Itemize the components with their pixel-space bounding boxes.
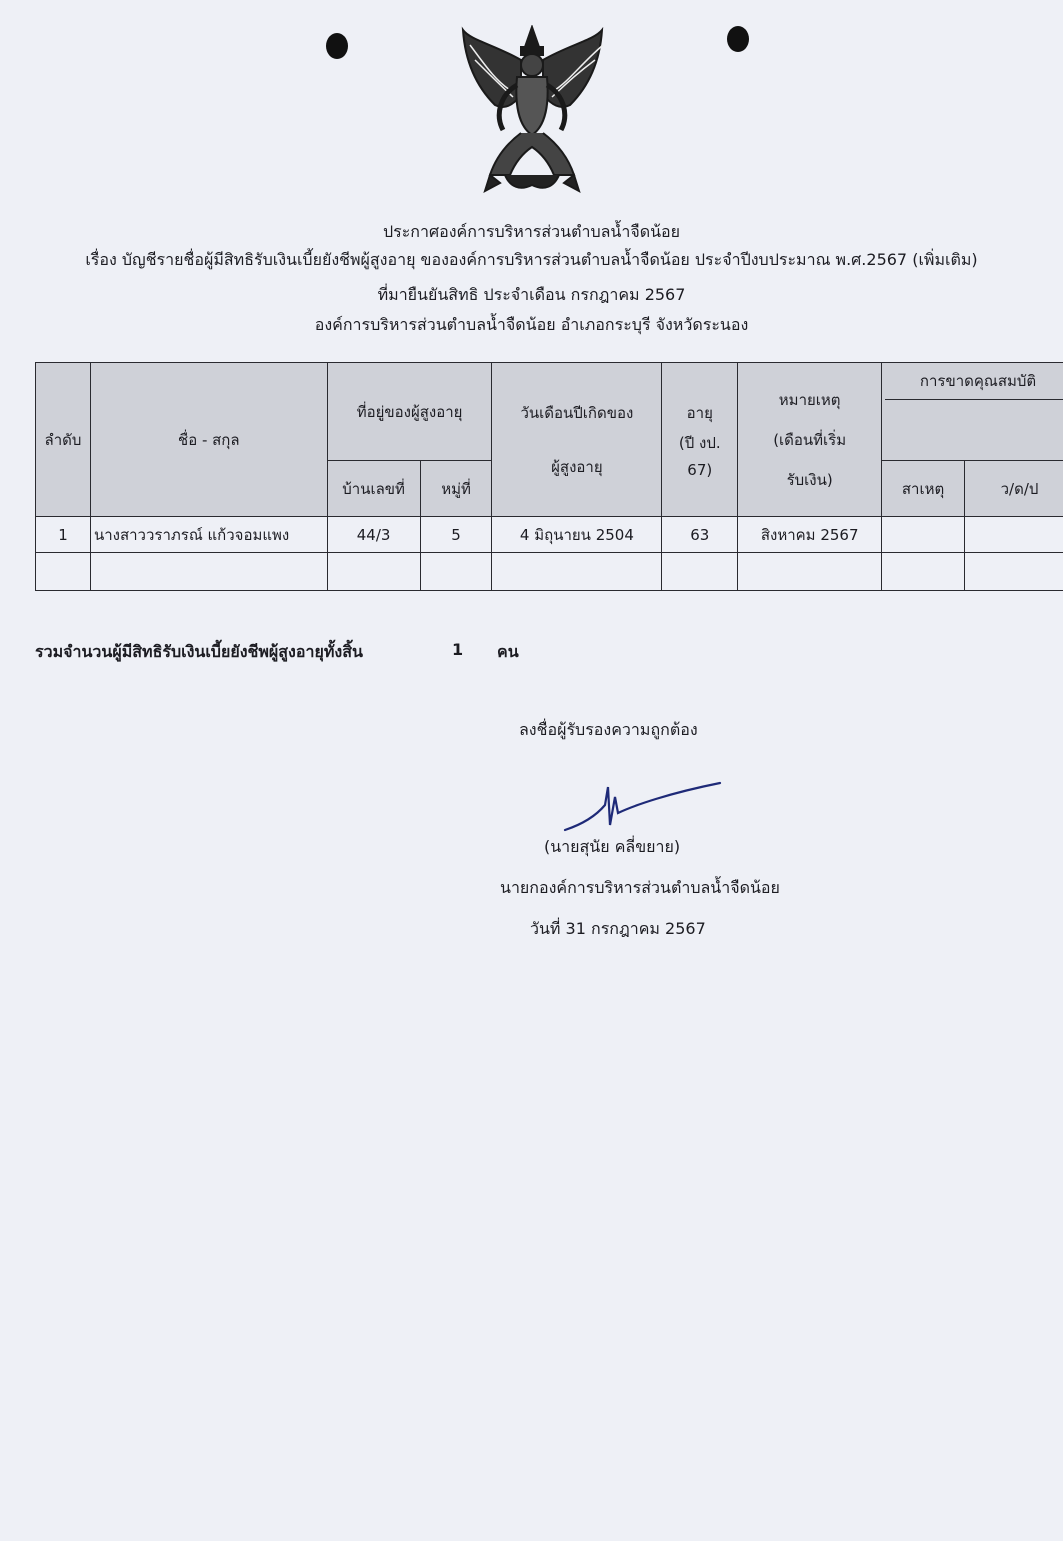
cell-house-no: 44/3: [327, 517, 420, 553]
col-header-reason: สาเหตุ: [882, 461, 965, 517]
cell-no: 1: [36, 517, 91, 553]
note-header-line1: หมายเหตุ: [778, 390, 841, 409]
note-header-line2: (เดือนที่เริ่ม: [773, 430, 847, 449]
certify-label: ลงชื่อผู้รับรองความถูกต้อง: [519, 720, 698, 739]
col-header-birthdate: [492, 363, 662, 517]
col-header-address: ที่อยู่ของผู้สูงอายุ: [327, 363, 492, 461]
summary-label: รวมจำนวนผู้มีสิทธิรับเงินเบี้ยยังชีพผู้สูงอายุทั้งสิ้น: [35, 642, 363, 661]
summary-count: 1: [452, 640, 464, 659]
cell-village: 5: [420, 517, 492, 553]
col-header-date: ว/ด/ป: [965, 461, 1063, 517]
col-header-no: ลำดับ: [36, 363, 91, 517]
cell-note: สิงหาคม 2567: [738, 517, 882, 553]
col-header-name: ชื่อ - สกุล: [90, 363, 327, 517]
col-header-village: หมู่ที่: [420, 461, 492, 517]
garuda-emblem-icon: [455, 25, 610, 195]
announcement-title: ประกาศองค์การบริหารส่วนตำบลน้ำจืดน้อย: [382, 222, 681, 241]
col-header-note: [738, 363, 882, 517]
age-header-line2: (ปี งป.: [678, 433, 721, 452]
age-header-line3: 67): [687, 460, 713, 479]
announcement-subject: เรื่อง บัญชีรายชื่อผู้มีสิทธิรับเงินเบี้ยยังชีพผู้สูงอายุ ขององค์การบริหารส่วนตำบลน้ำจืดน้อย ประจำปีงบประมาณ พ.ศ.2567 (เพิ่มเติม): [85, 250, 978, 269]
announcement-organization: องค์การบริหารส่วนตำบลน้ำจืดน้อย อำเภอกระบุรี จังหวัดระนอง: [314, 315, 749, 334]
announcement-month: ที่มายืนยันสิทธิ ประจำเดือน กรกฎาคม 2567: [377, 285, 686, 304]
punch-hole-left: [326, 33, 348, 59]
table-row: [36, 517, 1063, 553]
signer-position: นายกองค์การบริหารส่วนตำบลน้ำจืดน้อย: [500, 878, 780, 897]
summary-unit: คน: [497, 642, 519, 661]
beneficiary-table: [35, 362, 1063, 591]
cell-reason: [882, 517, 965, 553]
disqualification-label: การขาดคุณสมบัติ: [885, 363, 1063, 400]
signer-name: (นายสุนัย คลี่ขยาย): [544, 837, 681, 856]
handwritten-signature-icon: [560, 775, 730, 835]
col-header-disqualification: [882, 363, 1063, 461]
birthdate-header-line2: ผู้สูงอายุ: [551, 457, 603, 476]
birthdate-header-line1: วันเดือนปีเกิดของ: [520, 403, 634, 422]
cell-age: 63: [662, 517, 738, 553]
table-row-empty: [36, 553, 1063, 591]
cell-name: นางสาววราภรณ์ แก้วจอมแพง: [90, 517, 327, 553]
col-header-house-no: บ้านเลขที่: [327, 461, 420, 517]
cell-date: [965, 517, 1063, 553]
col-header-age: [662, 363, 738, 517]
signing-date: วันที่ 31 กรกฎาคม 2567: [530, 919, 706, 938]
cell-birthdate: 4 มิถุนายน 2504: [492, 517, 662, 553]
note-header-line3: รับเงิน): [786, 470, 833, 489]
age-header-line1: อายุ: [686, 403, 713, 422]
punch-hole-right: [727, 26, 749, 52]
